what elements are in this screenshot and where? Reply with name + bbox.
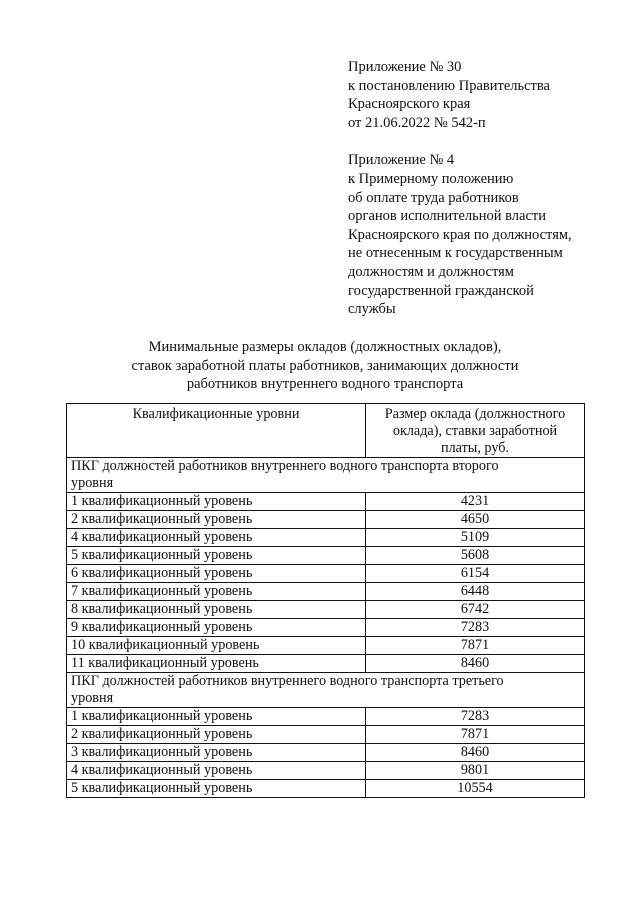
table-row xyxy=(67,637,585,655)
appendix-header xyxy=(348,58,628,319)
appendix-line: службы xyxy=(348,301,396,318)
table-row xyxy=(67,726,585,744)
table-row xyxy=(67,744,585,762)
level-cell: 9 квалификационный уровень xyxy=(67,619,366,637)
value-cell: 7283 xyxy=(366,619,585,637)
value-cell: 7871 xyxy=(366,637,585,655)
header-salary-size xyxy=(366,404,585,458)
value-cell: 6154 xyxy=(366,565,585,583)
value-cell: 6448 xyxy=(366,583,585,601)
table-row xyxy=(67,601,585,619)
appendix-line: Приложение № 4 xyxy=(348,152,455,169)
level-cell: 2 квалификационный уровень xyxy=(67,511,366,529)
value-cell: 8460 xyxy=(366,655,585,673)
table-row xyxy=(67,619,585,637)
value-cell: 8460 xyxy=(366,744,585,762)
table-row xyxy=(67,529,585,547)
value-cell: 9801 xyxy=(366,762,585,780)
salary-table xyxy=(66,403,585,798)
group-title-line: ПКГ должностей работников внутреннего водного транспорта третьего xyxy=(71,673,504,689)
level-cell: 8 квалификационный уровень xyxy=(67,601,366,619)
appendix-line: Красноярского края по должностям, xyxy=(348,226,572,243)
level-cell: 2 квалификационный уровень xyxy=(67,726,366,744)
table-row xyxy=(67,583,585,601)
appendix-line: Приложение № 30 xyxy=(348,59,462,75)
group-row xyxy=(67,458,585,493)
value-cell: 5109 xyxy=(366,529,585,547)
appendix-line: к Примерному положению xyxy=(348,170,514,187)
appendix-line: к постановлению Правительства xyxy=(348,77,550,94)
header-line: Размер оклада (должностного xyxy=(384,406,566,422)
table-row xyxy=(67,565,585,583)
table-row xyxy=(67,780,585,798)
group-row xyxy=(67,673,585,708)
level-cell: 3 квалификационный уровень xyxy=(67,744,366,762)
level-cell: 6 квалификационный уровень xyxy=(67,565,366,583)
group-title-line: уровня xyxy=(71,475,114,491)
appendix-block-regulation xyxy=(348,151,628,318)
level-cell: 1 квалификационный уровень xyxy=(67,708,366,726)
title-line: Минимальные размеры окладов (должностных окладов), xyxy=(148,339,502,355)
level-cell: 5 квалификационный уровень xyxy=(67,547,366,565)
value-cell: 10554 xyxy=(366,780,585,798)
level-cell: 4 квалификационный уровень xyxy=(67,529,366,547)
value-cell: 4231 xyxy=(366,493,585,511)
appendix-line: Красноярского края xyxy=(348,96,471,113)
group-title-line: ПКГ должностей работников внутреннего водного транспорта второго xyxy=(71,458,499,474)
table-row xyxy=(67,547,585,565)
title-line: ставок заработной платы работников, занимающих должности xyxy=(131,357,519,374)
level-cell: 7 квалификационный уровень xyxy=(67,583,366,601)
appendix-line: не отнесенным к государственным xyxy=(348,245,563,262)
appendix-line: должностям и должностям xyxy=(348,263,514,280)
group-title xyxy=(67,458,585,493)
group-title xyxy=(67,673,585,708)
title-line: работников внутреннего водного транспорта xyxy=(186,376,464,393)
level-cell: 1 квалификационный уровень xyxy=(67,493,366,511)
level-cell: 5 квалификационный уровень xyxy=(67,780,366,798)
table-header-row xyxy=(67,404,585,458)
value-cell: 7871 xyxy=(366,726,585,744)
header-line: платы, руб. xyxy=(440,440,509,456)
appendix-line: государственной гражданской xyxy=(348,282,534,299)
header-qualification-levels: Квалификационные уровни xyxy=(67,404,366,458)
group-title-line: уровня xyxy=(71,690,114,706)
appendix-block-resolution xyxy=(348,58,628,132)
table-row xyxy=(67,493,585,511)
table-row xyxy=(67,708,585,726)
level-cell: 11 квалификационный уровень xyxy=(67,655,366,673)
value-cell: 4650 xyxy=(366,511,585,529)
appendix-line: об оплате труда работников xyxy=(348,189,519,206)
header-line: оклада), ставки заработной xyxy=(392,423,558,439)
table-row xyxy=(67,511,585,529)
appendix-line: от 21.06.2022 № 542-п xyxy=(348,114,486,131)
table-row xyxy=(67,655,585,673)
document-title xyxy=(60,338,590,394)
value-cell: 7283 xyxy=(366,708,585,726)
level-cell: 4 квалификационный уровень xyxy=(67,762,366,780)
level-cell: 10 квалификационный уровень xyxy=(67,637,366,655)
table-row xyxy=(67,762,585,780)
value-cell: 5608 xyxy=(366,547,585,565)
value-cell: 6742 xyxy=(366,601,585,619)
appendix-line: органов исполнительной власти xyxy=(348,208,547,225)
